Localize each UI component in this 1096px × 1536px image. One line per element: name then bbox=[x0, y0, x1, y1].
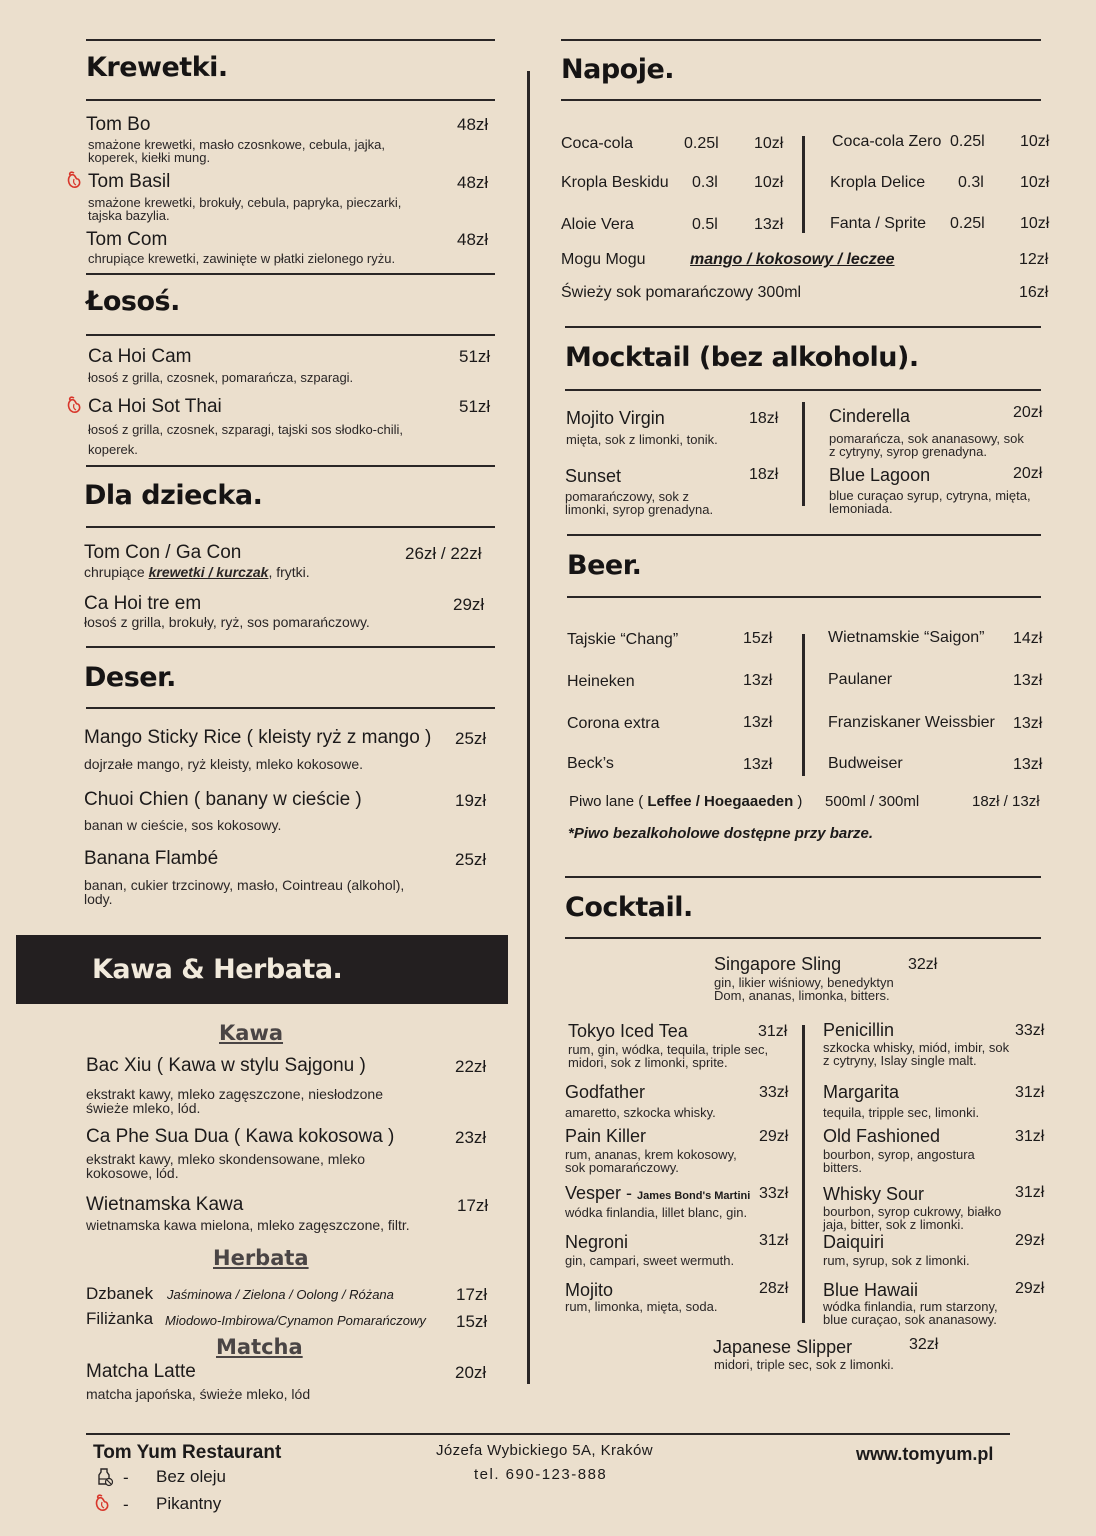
menu-item-desc: tequila, tripple sec, limonki. bbox=[823, 1105, 980, 1120]
menu-item-name: Mojito bbox=[565, 1280, 614, 1300]
menu-item-desc: wódka finlandia, rum starzony, blue curaçao, sok ananasowy. bbox=[823, 1299, 998, 1327]
menu-item-name: Tokyo Iced Tea bbox=[568, 1021, 688, 1041]
chili-icon bbox=[66, 395, 82, 413]
subsection-title-kawa: Kawa bbox=[219, 1021, 284, 1045]
drink-options: mango / kokosowy / leczee bbox=[690, 251, 895, 268]
chili-icon bbox=[66, 170, 82, 188]
drink-price: 16zł bbox=[1019, 284, 1049, 301]
menu-item-price: 31zł bbox=[759, 1232, 789, 1249]
beer-name: Budweiser bbox=[828, 755, 903, 772]
section-title-dla-dziecka: Dla dziecka. bbox=[84, 480, 263, 511]
beer-price: 13zł bbox=[1013, 715, 1043, 732]
section-title-mocktail: Mocktail (bez alkoholu). bbox=[565, 342, 919, 373]
restaurant-name: Tom Yum Restaurant bbox=[93, 1442, 282, 1463]
beer-price: 14zł bbox=[1013, 630, 1043, 647]
menu-item-name: Tom Basil bbox=[88, 171, 171, 192]
menu-item-price: 51zł bbox=[459, 397, 491, 416]
drink-price: 12zł bbox=[1019, 251, 1049, 268]
menu-item-desc: szkocka whisky, miód, imbir, sok z cytryny, Islay single malt. bbox=[823, 1040, 1010, 1068]
beer-price: 13zł bbox=[743, 714, 773, 731]
menu-item-price: 25zł bbox=[455, 850, 487, 869]
menu-item-desc: banan w cieście, sos kokosowy. bbox=[84, 817, 282, 833]
menu-item-desc: gin, likier wiśniowy, benedyktyn Dom, ananas, limonka, bitters. bbox=[714, 975, 894, 1003]
draft-beer: Piwo lane ( Leffee / Hoegaaeden ) bbox=[569, 793, 803, 810]
legend-spicy-label: Pikantny bbox=[156, 1494, 222, 1513]
menu-item-name: Cinderella bbox=[829, 406, 911, 426]
website-link[interactable]: www.tomyum.pl bbox=[856, 1444, 994, 1464]
draft-beer-price: 18zł / 13zł bbox=[972, 793, 1040, 810]
menu-item-desc: banan, cukier trzcinowy, masło, Cointreau (alkohol), lody. bbox=[84, 877, 405, 907]
menu-item-price: 33zł bbox=[759, 1084, 789, 1101]
beer-price: 13zł bbox=[743, 672, 773, 689]
menu-item-price: 20zł bbox=[455, 1363, 487, 1382]
menu-item-price: 15zł bbox=[456, 1312, 488, 1331]
menu-item-name: Tom Com bbox=[86, 229, 168, 250]
subsection-title-herbata: Herbata bbox=[213, 1246, 309, 1270]
section-title-napoje: Napoje. bbox=[561, 54, 675, 85]
menu-item-price: 23zł bbox=[455, 1128, 487, 1147]
menu-item-desc: pomarańczowy, sok z limonki, syrop grenadyna. bbox=[565, 489, 714, 517]
beer-note: *Piwo bezalkoholowe dostępne przy barze. bbox=[568, 825, 874, 842]
menu-item-name: Tom Con / Ga Con bbox=[84, 542, 242, 563]
menu-item-name: Old Fashioned bbox=[823, 1126, 941, 1146]
section-title-beer: Beer. bbox=[567, 550, 642, 581]
menu-item-price: 32zł bbox=[908, 956, 938, 973]
menu-item-price: 25zł bbox=[455, 729, 487, 748]
menu-item-name: Singapore Sling bbox=[714, 954, 842, 974]
menu-item-desc: gin, campari, sweet wermuth. bbox=[565, 1253, 735, 1268]
drink-volume: 0.3l bbox=[692, 174, 718, 191]
drink-volume: 0.25l bbox=[684, 135, 719, 152]
menu-item-name: Godfather bbox=[565, 1082, 646, 1102]
menu-item-name: Ca Hoi Sot Thai bbox=[88, 396, 222, 417]
menu-item-name: Pain Killer bbox=[565, 1126, 647, 1146]
column-divider bbox=[527, 71, 530, 1384]
kawa-herbata-banner bbox=[16, 935, 508, 1004]
drink-volume: 0.25l bbox=[950, 215, 985, 232]
menu-item-name: Whisky Sour bbox=[823, 1184, 925, 1204]
menu-item-desc: smażone krewetki, brokuły, cebula, papryka, pieczarki, tajska bazylia. bbox=[88, 195, 402, 223]
drink-name: Coca-cola Zero bbox=[832, 133, 942, 150]
no-oil-icon bbox=[94, 1467, 114, 1487]
beer-name: Paulaner bbox=[828, 671, 893, 688]
drink-name: Mogu Mogu bbox=[561, 251, 646, 268]
menu-item-name: Matcha Latte bbox=[86, 1361, 196, 1382]
mocktail-divider bbox=[802, 402, 805, 506]
menu-item-price: 26zł / 22zł bbox=[405, 544, 482, 563]
beer-divider bbox=[802, 634, 805, 776]
drink-price: 10zł bbox=[754, 135, 784, 152]
section-title-krewetki: Krewetki. bbox=[86, 52, 228, 83]
drink-name: Kropla Delice bbox=[830, 174, 926, 191]
menu-item-price: 48zł bbox=[457, 115, 489, 134]
menu-item-name: Ca Hoi tre em bbox=[84, 593, 202, 614]
drink-price: 10zł bbox=[1020, 215, 1050, 232]
menu-item-name: Sunset bbox=[565, 466, 622, 486]
menu-item-name: Bac Xiu ( Kawa w stylu Sajgonu ) bbox=[86, 1055, 366, 1076]
menu-item-name: Daiquiri bbox=[823, 1232, 885, 1252]
menu-item-name: Ca Phe Sua Dua ( Kawa kokosowa ) bbox=[86, 1126, 395, 1147]
menu-item-price: 33zł bbox=[759, 1185, 789, 1202]
menu-item-desc: łosoś z grilla, brokuły, ryż, sos pomarańczowy. bbox=[84, 614, 370, 630]
drink-name: Aloie Vera bbox=[561, 216, 634, 233]
menu-item-desc: łosoś z grilla, czosnek, pomarańcza, szparagi. bbox=[88, 370, 354, 385]
menu-item-name: Chuoi Chien ( banany w cieście ) bbox=[84, 789, 362, 810]
menu-item-price: 29zł bbox=[759, 1128, 789, 1145]
menu-item-price: 32zł bbox=[909, 1336, 939, 1353]
legend-no-oil-label: Bez oleju bbox=[156, 1467, 226, 1486]
menu-item-desc: chrupiące krewetki / kurczak, frytki. bbox=[84, 564, 310, 580]
menu-item-desc: wódka finlandia, lillet blanc, gin. bbox=[565, 1205, 748, 1220]
menu-item-price: 31zł bbox=[1015, 1084, 1045, 1101]
menu-item-desc: smażone krewetki, masło czosnkowe, cebula, jajka, koperek, kiełki mung. bbox=[88, 137, 385, 165]
menu-item-price: 33zł bbox=[1015, 1022, 1045, 1039]
legend-dash: - bbox=[123, 1495, 129, 1514]
beer-price: 13zł bbox=[1013, 672, 1043, 689]
phone: tel. 690-123-888 bbox=[474, 1466, 608, 1483]
drink-name: Kropla Beskidu bbox=[561, 174, 669, 191]
beer-price: 13zł bbox=[743, 756, 773, 773]
menu-item-desc: chrupiące krewetki, zawinięte w płatki zielonego ryżu. bbox=[88, 251, 396, 266]
menu-item-price: 31zł bbox=[1015, 1128, 1045, 1145]
menu-item-desc: bourbon, syrop cukrowy, białko jaja, bitter, sok z limonki. bbox=[823, 1204, 1002, 1232]
section-title-cocktail: Cocktail. bbox=[565, 892, 693, 923]
menu-item-desc: rum, ananas, krem kokosowy, sok pomarańczowy. bbox=[565, 1147, 737, 1175]
banner-title: Kawa & Herbata. bbox=[92, 954, 343, 985]
menu-item-name: Japanese Slipper bbox=[713, 1337, 853, 1357]
menu-item-name: Blue Hawaii bbox=[823, 1280, 919, 1300]
chili-icon bbox=[94, 1493, 110, 1511]
menu-item-desc: bourbon, syrop, angostura bitters. bbox=[823, 1147, 975, 1175]
drink-price: 10zł bbox=[1020, 174, 1050, 191]
beer-name: Corona extra bbox=[567, 715, 660, 732]
menu-item-price: 29zł bbox=[453, 595, 485, 614]
menu-item-price: 20zł bbox=[1013, 404, 1043, 421]
menu-item-name: Mango Sticky Rice ( kleisty ryż z mango ) bbox=[84, 727, 432, 748]
menu-item-price: 18zł bbox=[749, 466, 779, 483]
menu-item-price: 29zł bbox=[1015, 1280, 1045, 1297]
menu-item-desc: mięta, sok z limonki, tonik. bbox=[566, 432, 718, 447]
menu-item-name: Vesper - James Bond's Martini bbox=[565, 1183, 751, 1203]
menu-item-desc: matcha japońska, świeże mleko, lód bbox=[86, 1386, 311, 1402]
drink-name: Świeży sok pomarańczowy 300ml bbox=[561, 284, 802, 301]
beer-name: Beck’s bbox=[567, 755, 614, 772]
menu-item-price: 18zł bbox=[749, 410, 779, 427]
tea-options: Miodowo-Imbirowa/Cynamon Pomarańczowy bbox=[165, 1313, 426, 1328]
drink-volume: 0.25l bbox=[950, 133, 985, 150]
tea-options: Jaśminowa / Zielona / Oolong / Różana bbox=[167, 1287, 394, 1302]
beer-name: Heineken bbox=[567, 673, 635, 690]
menu-item-desc: wietnamska kawa mielona, mleko zagęszczone, filtr. bbox=[86, 1217, 410, 1233]
menu-item-name: Banana Flambé bbox=[84, 848, 219, 869]
menu-item-desc: rum, gin, wódka, tequila, triple sec, midori, sok z limonki, sprite. bbox=[568, 1042, 769, 1070]
drink-name: Fanta / Sprite bbox=[830, 215, 927, 232]
drink-name: Coca-cola bbox=[561, 135, 634, 152]
beer-name: Wietnamskie “Saigon” bbox=[828, 629, 985, 646]
menu-item-price: 29zł bbox=[1015, 1232, 1045, 1249]
menu-item-desc: ekstrakt kawy, mleko skondensowane, mleko kokosowe, lód. bbox=[86, 1151, 366, 1181]
menu-item-name: Margarita bbox=[823, 1082, 900, 1102]
menu-item-name: Wietnamska Kawa bbox=[86, 1194, 244, 1215]
section-title-losos: Łosoś. bbox=[86, 286, 180, 317]
menu-item-desc: amaretto, szkocka whisky. bbox=[565, 1105, 716, 1120]
menu-item-desc: blue curaçao syrup, cytryna, mięta, lemoniada. bbox=[829, 488, 1031, 516]
drink-price: 10zł bbox=[754, 174, 784, 191]
menu-item-price: 31zł bbox=[758, 1023, 788, 1040]
menu-item-price: 48zł bbox=[457, 230, 489, 249]
menu-item-price: 48zł bbox=[457, 173, 489, 192]
drink-price: 10zł bbox=[1020, 133, 1050, 150]
tea-name: Dzbanek bbox=[86, 1284, 154, 1303]
menu-item-price: 28zł bbox=[759, 1280, 789, 1297]
menu-item-price: 51zł bbox=[459, 347, 491, 366]
menu-item-desc: midori, triple sec, sok z limonki. bbox=[714, 1357, 894, 1372]
menu-item-price: 17zł bbox=[456, 1285, 488, 1304]
menu-item-desc: łosoś z grilla, czosnek, szparagi, tajski sos słodko-chili, koperek. bbox=[88, 422, 404, 457]
drink-price: 13zł bbox=[754, 216, 784, 233]
tea-name: Filiżanka bbox=[86, 1309, 154, 1328]
drink-volume: 0.3l bbox=[958, 174, 984, 191]
menu-item-price: 22zł bbox=[455, 1057, 487, 1076]
subsection-title-matcha: Matcha bbox=[216, 1335, 303, 1359]
menu-item-name: Penicillin bbox=[823, 1020, 895, 1040]
drinks-divider bbox=[802, 136, 805, 233]
menu-item-name: Negroni bbox=[565, 1232, 629, 1252]
draft-beer-volume: 500ml / 300ml bbox=[825, 793, 920, 810]
beer-price: 15zł bbox=[743, 630, 773, 647]
menu-item-name: Mojito Virgin bbox=[566, 408, 665, 428]
menu-item-desc: rum, syrup, sok z limonki. bbox=[823, 1253, 970, 1268]
beer-name: Franziskaner Weissbier bbox=[828, 714, 995, 731]
cocktail-divider bbox=[802, 1025, 805, 1323]
menu-item-price: 17zł bbox=[457, 1196, 489, 1215]
menu-item-price: 20zł bbox=[1013, 465, 1043, 482]
menu-item-desc: dojrzałe mango, ryż kleisty, mleko kokosowe. bbox=[84, 756, 364, 772]
menu-item-desc: ekstrakt kawy, mleko zagęszczone, niesłodzone świeże mleko, lód. bbox=[86, 1086, 383, 1116]
legend-dash: - bbox=[123, 1468, 129, 1487]
address: Józefa Wybickiego 5A, Kraków bbox=[436, 1442, 653, 1459]
menu-item-price: 31zł bbox=[1015, 1184, 1045, 1201]
section-title-deser: Deser. bbox=[84, 662, 176, 693]
menu-item-desc: rum, limonka, mięta, soda. bbox=[565, 1299, 718, 1314]
menu-item-price: 19zł bbox=[455, 791, 487, 810]
menu-item-name: Blue Lagoon bbox=[829, 465, 931, 485]
menu-item-name: Tom Bo bbox=[86, 114, 151, 135]
beer-name: Tajskie “Chang” bbox=[567, 631, 679, 648]
drink-volume: 0.5l bbox=[692, 216, 718, 233]
menu-item-desc: pomarańcza, sok ananasowy, sok z cytryny, syrop grenadyna. bbox=[829, 431, 1024, 459]
beer-price: 13zł bbox=[1013, 756, 1043, 773]
menu-item-name: Ca Hoi Cam bbox=[88, 346, 192, 367]
